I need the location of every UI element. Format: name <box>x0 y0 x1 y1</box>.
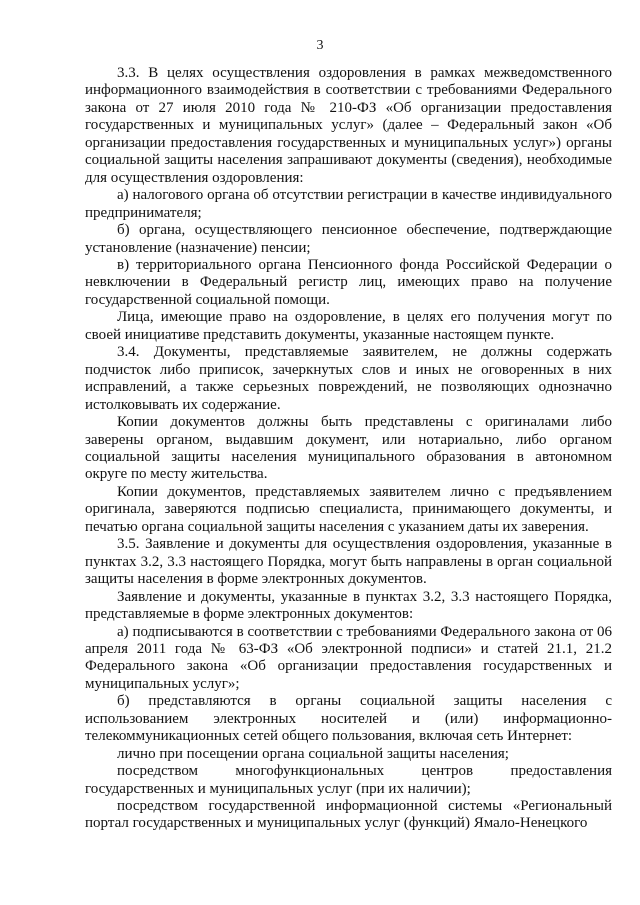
paragraph-3-4-certification: Копии документов, представляемых заявителем лично с предъявлением оригинала, заверяются подписью специалиста, принимающего документы, и печатью органа социальной защиты населения с указанием даты их заверения. <box>85 483 612 535</box>
paragraph-3-5: 3.5. Заявление и документы для осуществления оздоровления, указанные в пунктах 3.2, 3.3 настоящего Порядка, могут быть направлены в орган социальной защиты населения в форме электронных документов. <box>85 536 612 588</box>
paragraph-3-3-a: а) налогового органа об отсутствии регистрации в качестве индивидуального предпринимателя; <box>85 187 612 221</box>
paragraph-3-4: 3.4. Документы, представляемые заявителем, не должны содержать подчисток либо приписок, зачеркнутых слов и иных не оговоренных в них исправлений, а также серьезных повреждений, не позволяющих однозначно истолковывать их содержание. <box>85 344 612 413</box>
paragraph-3-5-in-person: лично при посещении органа социальной защиты населения; <box>117 745 509 762</box>
paragraph-3-3: 3.3. В целях осуществления оздоровления в рамках межведомственного информационного взаимодействия в соответствии с требованиями Федерального закона от 27 июля 2010 года № 210-ФЗ «Об организации предоставления государственных и муниципальных услуг» (далее – Федеральный закон «Об организации предоставления государственных и муниципальных услуг») органы социальной защиты населения запрашивают документы (сведения), необходимые для осуществления оздоровления: <box>85 65 612 186</box>
document-body <box>85 65 612 833</box>
paragraph-3-5-portal: посредством государственной информационной системы «Региональный портал государственных и муниципальных услуг (функций) Ямало-Ненецкого <box>85 798 612 832</box>
paragraph-3-4-copies: Копии документов должны быть представлены с оригиналами либо заверены органом, выдавшим документ, или нотариально, либо органом социальной защиты населения муниципального образования в автономном округе по месту жительства. <box>85 414 612 483</box>
paragraph-3-3-note: Лица, имеющие право на оздоровление, в целях его получения могут по своей инициативе представить документы, указанные настоящем пункте. <box>85 309 612 343</box>
paragraph-3-3-v: в) территориального органа Пенсионного фонда Российской Федерации о невключении в Федеральный регистр лиц, имеющих право на получение государственной социальной помощи. <box>85 256 612 308</box>
paragraph-3-5-mfc: посредством многофункциональных центров предоставления государственных и муниципальных услуг (при их наличии); <box>85 763 612 797</box>
paragraph-3-5-a: а) подписываются в соответствии с требованиями Федерального закона от 06 апреля 2011 года № 63-ФЗ «Об электронной подписи» и статей 21.1, 21.2 Федерального закона «Об организации предоставления государственных и муниципальных услуг»; <box>85 623 612 692</box>
paragraph-3-5-electronic: Заявление и документы, указанные в пунктах 3.2, 3.3 настоящего Порядка, представляемые в форме электронных документов: <box>85 588 612 623</box>
paragraph-3-3-b: б) органа, осуществляющего пенсионное обеспечение, подтверждающие установление (назначение) пенсии; <box>85 222 612 256</box>
page-number: 3 <box>316 38 324 53</box>
paragraph-3-5-b: б) представляются в органы социальной защиты населения с использованием электронных носителей и (или) информационно-телекоммуникационных сетей общего пользования, включая сеть Интернет: <box>85 693 612 745</box>
